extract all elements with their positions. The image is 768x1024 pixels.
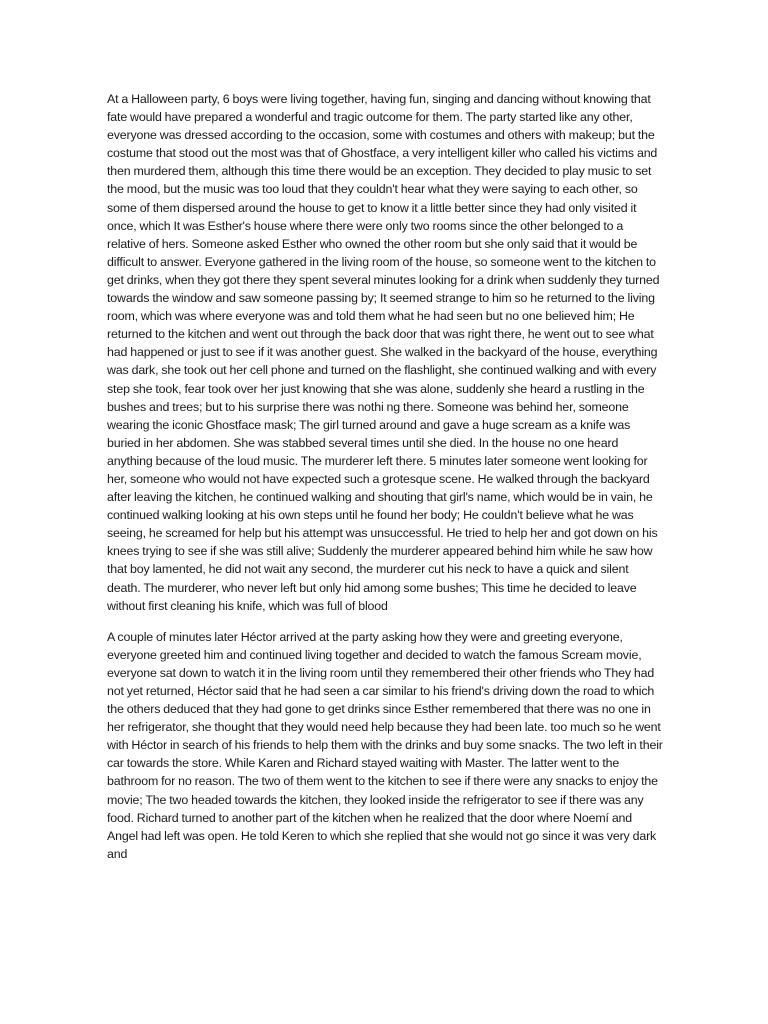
paragraph-2: A couple of minutes later Héctor arrived at the party asking how they were and greeting everyone, everyone greeted him and continued living together and decided to watch the famous Scream movie, everyone sat down to watch it in the living room until they remembered their other friends who They had not yet returned, Héctor said that he had seen a car similar to his friend's driving down the road to which the others deduced that they had gone to get drinks since Esther remembered that there was no one in her refrigerator, she thought that they would need help because they had been late. too much so he went with Héctor in search of his friends to help them with the drinks and buy some snacks. The two left in their car towards the store. While Karen and Richard stayed waiting with Master. The latter went to the bathroom for no reason. The two of them went to the kitchen to see if there were any snacks to enjoy the movie; The two headed towards the kitchen, they looked inside the refrigerator to see if there was any food. Richard turned to another part of the kitchen when he realized that the door where Noemí and Angel had left was open. He told Keren to which she replied that she would not go since it was very dark and [107,629,663,861]
document-body [107,90,663,863]
paragraph-1: At a Halloween party, 6 boys were living together, having fun, singing and dancing without knowing that fate would have prepared a wonderful and tragic outcome for them. The party started like any other, everyone was dressed according to the occasion, some with costumes and others with makeup; but the costume that stood out the most was that of Ghostface, a very intelligent killer who called his victims and then murdered them, although this time there would be an exception. They decided to play music to set the mood, but the music was too loud that they couldn't hear what they were saying to each other, so some of them dispersed around the house to get to know it a little better since they had only visited it once, which It was Esther's house where there were only two rooms since the other belonged to a relative of hers. Someone asked Esther who owned the other room but she only said that it would be difficult to answer. Everyone gathered in the living room of the house, so someone went to the kitchen to get drinks, when they got there they spent several minutes looking for a drink when suddenly they turned towards the window and saw someone passing by; It seemed strange to him so he returned to the living room, which was where everyone was and told them what he had seen but no one believed him; He returned to the kitchen and went out through the back door that was right there, he went out to see what had happened or just to see if it was another guest. She walked in the backyard of the house, everything was dark, she took out her cell phone and turned on the flashlight, she continued walking and with every step she took, fear took over her just knowing that she was alone, suddenly she heard a rustling in the bushes and trees; but to his surprise there was nothi ng there. Someone was behind her, someone wearing the iconic Ghostface mask; The girl turned around and gave a huge scream as a knife was buried in her abdomen. She was stabbed several times until she died. In the house no one heard anything because of the loud music. The murderer left there. 5 minutes later someone went looking for her, someone who would not have expected such a grotesque scene. He walked through the backyard after leaving the kitchen, he continued walking and shouting that girl's name, which would be in vain, he continued walking looking at his own steps until he found her body; He couldn't believe what he was seeing, he screamed for help but his attempt was unsuccessful. He tried to help her and got down on his knees trying to see if she was still alive; Suddenly the murderer appeared behind him while he saw how that boy lamented, he did not wait any second, the murderer cut his neck to have a quick and silent death. The murderer, who never left but only hid among some bushes; This time he decided to leave without first cleaning his knife, which was full of blood [107,92,660,613]
